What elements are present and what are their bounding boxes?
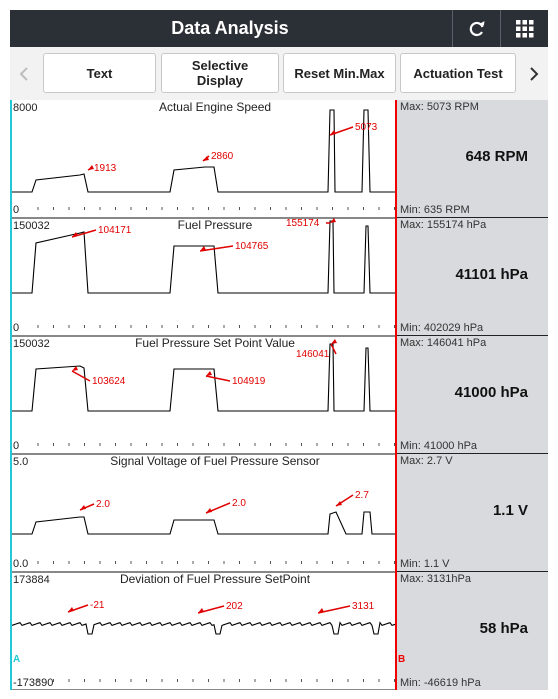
refresh-button[interactable] (452, 10, 501, 47)
min-value: Min: 1.1 V (400, 558, 450, 570)
chevron-left-icon (19, 66, 29, 82)
panel-title: Signal Voltage of Fuel Pressure Sensor (110, 454, 320, 468)
y-top-label: 150032 (13, 220, 50, 232)
panel-title: Deviation of Fuel Pressure SetPoint (119, 572, 311, 586)
annotation-arrowhead (330, 130, 336, 135)
y-top-label: 8000 (13, 102, 38, 114)
current-value: 41000 hPa (454, 384, 528, 401)
selective-display-button[interactable] (161, 53, 279, 93)
annotation-label: 2.7 (355, 490, 369, 501)
min-value: Min: 402029 hPa (400, 322, 484, 334)
min-value: Min: 41000 hPa (400, 440, 478, 452)
values-panel (396, 572, 548, 690)
annotation-label: 104171 (98, 225, 132, 236)
max-value: Max: 146041 hPa (400, 337, 487, 349)
toolbar (10, 47, 548, 101)
cursor-a-line[interactable] (10, 100, 12, 690)
actuation-test-button[interactable]: Actuation Test (400, 53, 516, 93)
scroll-right-button[interactable] (522, 47, 546, 100)
current-value: 58 hPa (479, 620, 528, 637)
current-value: 41101 hPa (455, 266, 528, 283)
y-top-label: 150032 (13, 338, 50, 350)
y-bottom-label: 0 (13, 322, 20, 334)
y-bottom-label: 0 (13, 204, 20, 216)
annotation-label: 155174 (286, 218, 320, 229)
waveform-trace (10, 110, 396, 192)
annotation-arrow (206, 376, 230, 381)
annotation-label: 104919 (232, 376, 266, 387)
annotation-label: 202 (226, 601, 243, 612)
annotation-label: 146041 (296, 349, 330, 360)
annotation-arrow (72, 371, 90, 381)
annotation-label: 103624 (92, 376, 126, 387)
waveform-trace (10, 344, 396, 411)
y-bottom-label: 0.0 (13, 558, 29, 570)
waveform-svg (10, 100, 396, 690)
annotation-arrowhead (336, 501, 342, 506)
panel-title: Actual Engine Speed (158, 100, 272, 114)
values-panel (396, 100, 548, 218)
values-panel (396, 336, 548, 454)
cursor-a-label: A (13, 654, 21, 665)
max-value: Max: 2.7 V (400, 455, 453, 467)
max-value: Max: 155174 hPa (400, 219, 487, 231)
values-panel (396, 454, 548, 572)
selective-display-label: Selective Display (191, 58, 249, 88)
annotation-arrowhead (206, 508, 212, 513)
annotation-arrowhead (331, 339, 337, 344)
waveform-area[interactable] (10, 100, 396, 690)
refresh-icon (467, 19, 487, 39)
grid-icon (516, 20, 534, 38)
annotation-label: 104765 (235, 241, 269, 252)
current-value: 1.1 V (492, 502, 528, 519)
reset-min-max-button[interactable]: Reset Min.Max (283, 53, 396, 93)
grid-menu-button[interactable] (500, 10, 549, 47)
text-button[interactable]: Text (43, 53, 156, 93)
annotation-label: 2.0 (96, 499, 110, 510)
annotation-arrowhead (80, 505, 86, 510)
y-top-label: 5.0 (13, 456, 29, 468)
max-value: Max: 3131hPa (400, 573, 471, 585)
values-column (396, 100, 548, 690)
current-value: 648 RPM (465, 148, 528, 165)
header-bar (10, 10, 548, 47)
annotation-label: 5073 (355, 122, 378, 133)
min-value: Min: 635 RPM (400, 204, 470, 216)
values-panel (396, 218, 548, 336)
page-title: Data Analysis (171, 18, 289, 38)
annotation-arrowhead (206, 371, 212, 376)
max-value: Max: 5073 RPM (400, 101, 479, 113)
annotation-label: 2860 (211, 151, 234, 162)
chevron-right-icon (529, 66, 539, 82)
scroll-left-button[interactable] (12, 47, 36, 100)
annotation-label: 1913 (94, 163, 117, 174)
y-bottom-label: -173890 (13, 677, 54, 689)
annotation-label: -21 (90, 600, 105, 611)
panel-title: Fuel Pressure (177, 218, 253, 232)
waveform-trace (10, 623, 396, 634)
y-top-label: 173884 (13, 574, 50, 586)
annotation-label: 3131 (352, 601, 375, 612)
cursor-b-label: B (398, 654, 406, 665)
annotation-label: 2.0 (232, 498, 246, 509)
annotation-arrowhead (68, 607, 74, 612)
waveform-trace (10, 512, 396, 534)
cursor-b-line[interactable] (395, 100, 397, 690)
panel-title: Fuel Pressure Set Point Value (135, 336, 295, 350)
y-bottom-label: 0 (13, 440, 20, 452)
min-value: Min: -46619 hPa (400, 677, 481, 689)
